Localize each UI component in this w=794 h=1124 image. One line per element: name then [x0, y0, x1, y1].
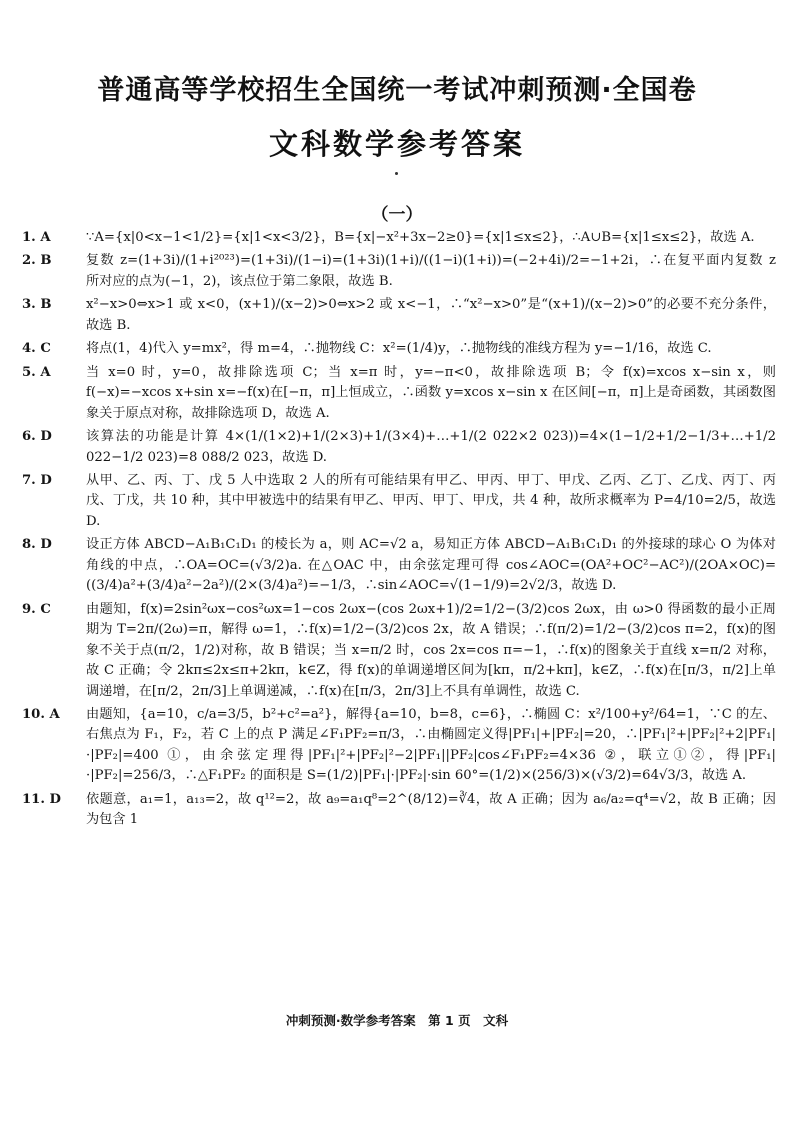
section-heading: （一） [371, 205, 423, 225]
answer-text: 将点(1，4)代入 y=mx²，得 m=4，∴抛物线 C：x²=(1/4)y，∴抛物线的准线方程为 y=−1/16，故选 C. [86, 341, 712, 357]
answer-label: 3. B [22, 297, 52, 313]
answer-label: 7. D [22, 472, 52, 488]
answer-item-4 [22, 339, 776, 359]
answer-label: 1. A [22, 230, 51, 245]
page-title: 普通高等学校招生全国统一考试冲刺预测·全国卷 [97, 75, 697, 106]
answer-text: 从甲、乙、丙、丁、戊 5 人中选取 2 人的所有可能结果有甲乙、甲丙、甲丁、甲戊、乙丙、乙丁、乙戊、丙丁、丙戊、丁戊，共 10 种，其中甲被选中的结果有甲乙、甲丙、甲丁、甲戊，共 4 种，故所求概率为 P=4/10=2/5，故选 D. [86, 472, 776, 529]
answer-item-1 [22, 228, 776, 248]
answer-label: 6. D [22, 429, 52, 445]
answer-item-3 [22, 295, 776, 336]
answer-label: 8. D [22, 537, 52, 553]
page-footer: 冲刺预测·数学参考答案 第 1 页 文科 [285, 1013, 509, 1028]
answer-text: 设正方体 ABCD−A₁B₁C₁D₁ 的棱长为 a，则 AC=√2 a，易知正方体 ABCD−A₁B₁C₁D₁ 的外接球的球心 O 为体对角线的中点，∴OA=OC=(√3/2)a. 在△OAC 中，由余弦定理可得 cos∠AOC=(OA²+OC²−AC²)/(2OA×OC)=((3/4)a²+(3/4)a²−2a²)/(2×(3/4)a²)=−1/3，∴sin∠AOC=√(1−1/9)=2√2/3，故选 D. [86, 537, 776, 594]
answer-label: 11. D [22, 791, 61, 807]
answers-list [22, 228, 776, 834]
answer-item-10 [22, 705, 776, 787]
answer-label: 2. B [22, 253, 52, 269]
answer-label: 10. A [22, 706, 60, 722]
answer-text: x²−x>0⇔x>1 或 x<0，(x+1)/(x−2)>0⇔x>2 或 x<−1，∴“x²−x>0”是“(x+1)/(x−2)>0”的必要不充分条件，故选 B. [86, 297, 776, 333]
page-subtitle: 文科数学参考答案 [268, 127, 525, 161]
answer-text: 由题知，f(x)=2sin²ωx−cos²ωx=1−cos 2ωx−(cos 2ωx+1)/2=1/2−(3/2)cos 2ωx，由 ω>0 得函数的最小正周期为 T=2π/(2ω)=π，解得 ω=1，∴f(x)=1/2−(3/2)cos 2x，故 A 错误；∴f(π/2)=1/2−(3/2)cos π=2，f(x)的图象不关于点(π/2，1/2)对称，故 B 错误；当 x=π/2 时，cos 2x=cos π=−1，∴f(x)的图象关于直线 x=π/2 对称，故 C 正确；令 2kπ≤2x≤π+2kπ，k∈Z，得 f(x)的单调递增区间为[kπ，π/2+kπ]，k∈Z，∴f(x)在[π/3，π/2]上单调递增，在[π/2，2π/3]上单调递减，∴f(x)在[π/3，2π/3]上不具有单调性，故选 C. [86, 601, 776, 699]
answer-item-11 [22, 790, 776, 831]
answer-item-6 [22, 427, 776, 468]
answer-item-7 [22, 471, 776, 532]
answer-item-8 [22, 535, 776, 596]
answer-label: 9. C [22, 601, 51, 617]
answer-text: 依题意，a₁=1，a₁₃=2，故 q¹²=2，故 a₉=a₁q⁸=2^(8/12)=∛4，故 A 正确；因为 a₆/a₂=q⁴=√2，故 B 正确；因为包含 1 [86, 791, 776, 828]
answer-item-9 [22, 600, 776, 702]
answer-text: ∵A={x|0<x−1<1/2}={x|1<x<3/2}，B={x|−x²+3x−2≥0}={x|1≤x≤2}，∴A∪B={x|1≤x≤2}，故选 A. [86, 230, 755, 245]
answer-text: 当 x=0 时，y=0，故排除选项 C；当 x=π 时，y=−π<0，故排除选项 B；令 f(x)=xcos x−sin x，则 f(−x)=−xcos x+sin x=−f(x)在[−π，π]上恒成立，∴函数 y=xcos x−sin x 在区间[−π，π]上是奇函数，其函数图象关于原点对称，故排除选项 D，故选 A. [86, 364, 776, 421]
answer-text: 由题知，{a=10，c/a=3/5，b²+c²=a²}，解得{a=10，b=8，c=6}，∴椭圆 C：x²/100+y²/64=1，∵C 的左、右焦点为 F₁，F₂，若 C 上的点 P 满足∠F₁PF₂=π/3，∴由椭圆定义得|PF₁|+|PF₂|=20，∴|PF₁|²+|PF₂|²+2|PF₁|·|PF₂|=400 ①，由余弦定理得|PF₁|²+|PF₂|²−2|PF₁||PF₂|cos∠F₁PF₂=4×36 ②，联立①②，得|PF₁|·|PF₂|=256/3，∴△F₁PF₂ 的面积是 S=(1/2)|PF₁|·|PF₂|·sin 60°=(1/2)×(256/3)×(√3/2)=64√3/3，故选 A. [86, 706, 776, 784]
answer-text: 复数 z=(1+3i)/(1+i²⁰²³)=(1+3i)/(1−i)=(1+3i)(1+i)/((1−i)(1+i))=(−2+4i)/2=−1+2i，∴在复平面内复数 z 所对应的点为(−1，2)，该点位于第二象限，故选 B. [86, 253, 776, 289]
answer-item-2 [22, 251, 776, 292]
answer-label: 5. A [22, 364, 51, 380]
answer-label: 4. C [22, 341, 51, 357]
answer-item-5 [22, 363, 776, 424]
scan-dot [395, 172, 398, 175]
answer-text: 该算法的功能是计算 4×(1/(1×2)+1/(2×3)+1/(3×4)+…+1/(2 022×2 023))=4×(1−1/2+1/2−1/3+…+1/2 022−1/2 023)=8 088/2 023，故选 D. [86, 429, 776, 465]
